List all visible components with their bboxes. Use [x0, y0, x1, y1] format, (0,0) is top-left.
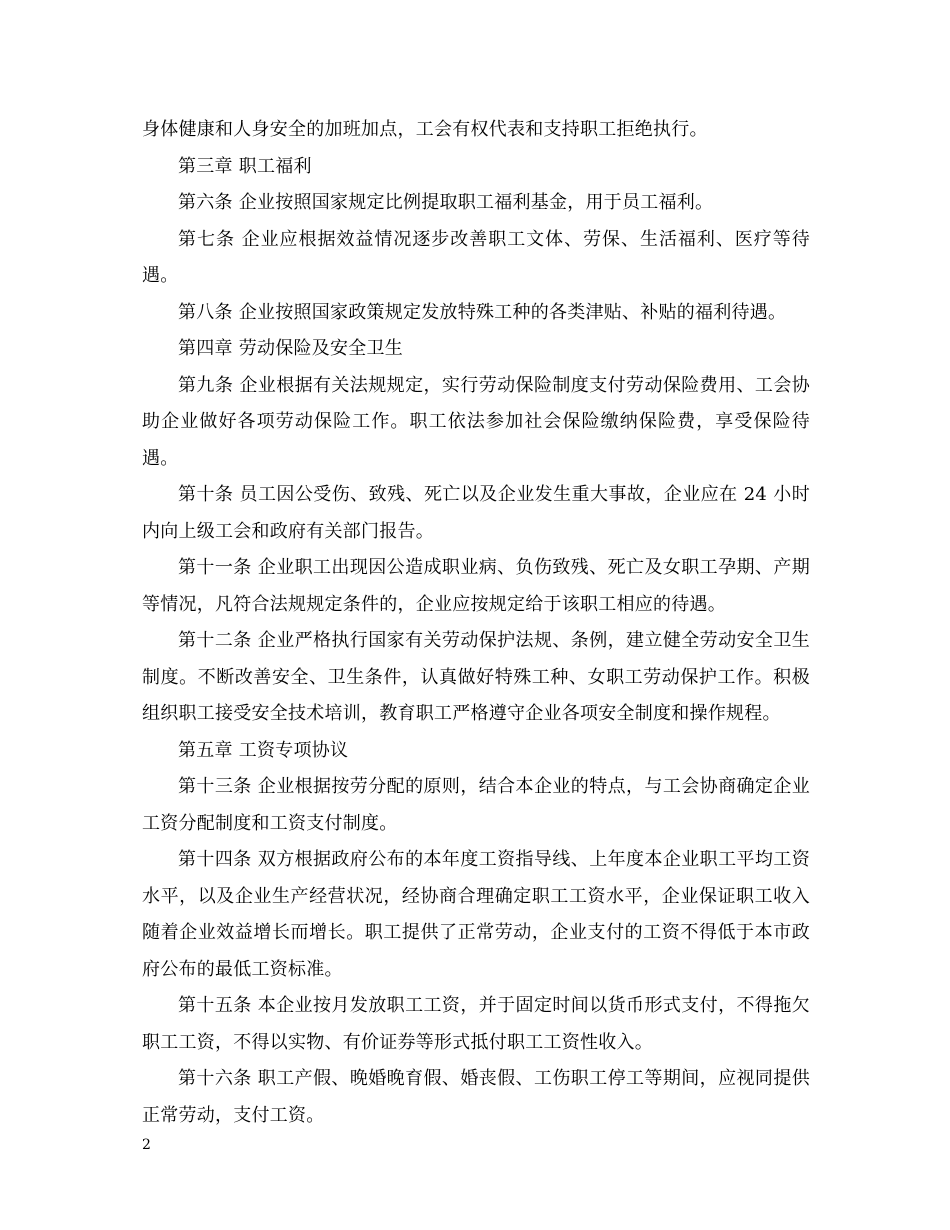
paragraph: 第十一条 企业职工出现因公造成职业病、负伤致残、死亡及女职工孕期、产期等情况，凡符合法规规定条件的，企业应按规定给于该职工相应的待遇。 [142, 557, 810, 615]
paragraph: 第十六条 职工产假、晚婚晚育假、婚丧假、工伤职工停工等期间，应视同提供正常劳动，支付工资。 [142, 1068, 810, 1126]
chapter-heading: 第四章 劳动保险及安全卫生 [178, 338, 403, 359]
paragraph: 第十条 员工因公受伤、致残、死亡以及企业发生重大事故，企业应在 24 小时内向上级工会和政府有关部门报告。 [142, 484, 810, 542]
paragraph: 第十三条 企业根据按劳分配的原则，结合本企业的特点，与工会协商确定企业工资分配制度和工资支付制度。 [142, 776, 810, 834]
paragraph: 第八条 企业按照国家政策规定发放特殊工种的各类津贴、补贴的福利待遇。 [178, 301, 787, 323]
paragraph: 第十二条 企业严格执行国家有关劳动保护法规、条例，建立健全劳动安全卫生制度。不断改善安全、卫生条件，认真做好特殊工种、女职工劳动保护工作。积极组织职工接受安全技术培训，教育职工严格遵守企业各项安全制度和操作规程。 [142, 630, 810, 724]
paragraph: 第十五条 本企业按月发放职工工资，并于固定时间以货币形式支付，不得拖欠职工工资，不得以实物、有价证券等形式抵付职工工资性收入。 [142, 995, 810, 1053]
chapter-heading: 第三章 职工福利 [178, 155, 312, 177]
paragraph: 身体健康和人身安全的加班加点，工会有权代表和支持职工拒绝执行。 [142, 119, 708, 140]
paragraph: 第七条 企业应根据效益情况逐步改善职工文体、劳保、生活福利、医疗等待遇。 [142, 228, 810, 286]
chapter-heading: 第五章 工资专项协议 [178, 739, 349, 761]
page-number: 2 [142, 1137, 151, 1153]
paragraph: 第十四条 双方根据政府公布的本年度工资指导线、上年度本企业职工平均工资水平，以及企业生产经营状况，经协商合理确定职工工资水平，企业保证职工收入随着企业效益增长而增长。职工提供了正常劳动，企业支付的工资不得低于本市政府公布的最低工资标准。 [142, 849, 810, 980]
document-body [142, 112, 810, 1134]
paragraph: 第六条 企业按照国家规定比例提取职工福利基金，用于员工福利。 [178, 192, 714, 213]
paragraph: 第九条 企业根据有关法规规定，实行劳动保险制度支付劳动保险费用、工会协助企业做好各项劳动保险工作。职工依法参加社会保险缴纳保险费，享受保险待遇。 [142, 374, 810, 469]
